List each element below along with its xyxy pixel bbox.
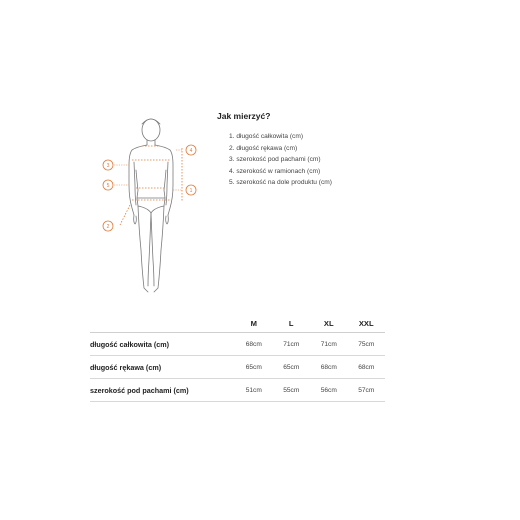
table-row bbox=[90, 333, 385, 356]
table-cell: 55cm bbox=[273, 379, 311, 402]
table-cell: 65cm bbox=[235, 356, 273, 379]
measurement-item: 5. szerokość na dole produktu (cm) bbox=[229, 179, 332, 187]
size-table-header-row bbox=[90, 315, 385, 333]
body-measurement-figure bbox=[96, 110, 206, 300]
marker-1-label: 1 bbox=[189, 187, 193, 194]
table-cell: 57cm bbox=[348, 379, 386, 402]
marker-2-label: 2 bbox=[106, 223, 110, 230]
row-label: szerokość pod pachami (cm) bbox=[90, 379, 235, 402]
header-size-xl: XL bbox=[323, 319, 334, 328]
table-cell: 71cm bbox=[310, 333, 348, 356]
table-cell: 56cm bbox=[310, 379, 348, 402]
row-label: długość całkowita (cm) bbox=[90, 333, 235, 356]
table-row bbox=[90, 356, 385, 379]
measurement-item: 4. szerokość w ramionach (cm) bbox=[229, 167, 321, 175]
guide-title: Jak mierzyć? bbox=[217, 111, 271, 121]
marker-3-label: 3 bbox=[106, 162, 110, 169]
table-cell: 75cm bbox=[348, 333, 386, 356]
marker-4-label: 4 bbox=[189, 147, 193, 154]
header-size-m: M bbox=[250, 319, 257, 328]
table-row bbox=[90, 379, 385, 402]
size-table bbox=[90, 315, 385, 402]
measurement-item: 2. długość rękawa (cm) bbox=[229, 144, 298, 152]
table-cell: 68cm bbox=[348, 356, 386, 379]
table-cell: 68cm bbox=[235, 333, 273, 356]
header-size-l: L bbox=[288, 319, 294, 328]
marker-5-label: 5 bbox=[106, 182, 110, 189]
header-size-xxl: XXL bbox=[358, 319, 374, 328]
table-cell: 71cm bbox=[273, 333, 311, 356]
table-cell: 68cm bbox=[310, 356, 348, 379]
table-cell: 65cm bbox=[273, 356, 311, 379]
table-cell: 51cm bbox=[235, 379, 273, 402]
header-empty bbox=[90, 315, 235, 333]
measurement-item: 1. długość całkowita (cm) bbox=[229, 133, 304, 140]
measurement-item: 3. szerokość pod pachami (cm) bbox=[229, 156, 321, 164]
measurement-list bbox=[229, 131, 332, 189]
row-label: długość rękawa (cm) bbox=[90, 356, 235, 379]
